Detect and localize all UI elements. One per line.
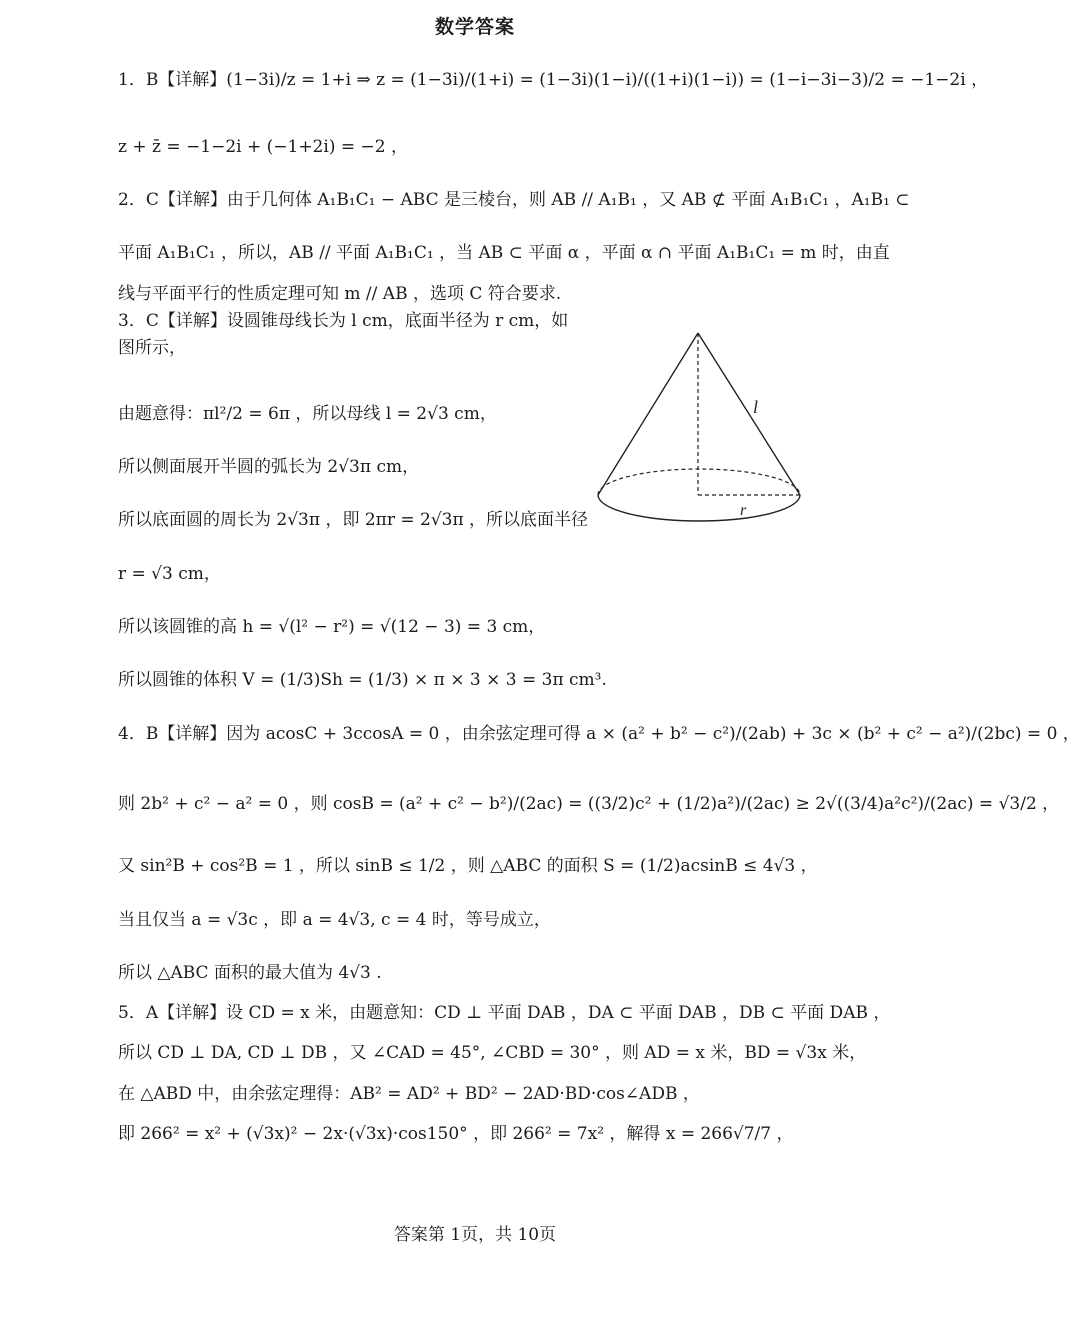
q4-line-2: 则 2b² + c² − a² = 0 ，则 cosB = (a² + c² − b²)/(2ac) = ((3/2)c² + (1/2)a²)/(2ac) ≥ 2√((3/4)a²c²)/(2ac) = √3/2 ， (118, 794, 1060, 814)
q3-line-4: 所以侧面展开半圆的弧长为 2√3π cm， (118, 457, 420, 477)
q5-line-2: 所以 CD ⊥ DA, CD ⊥ DB ，又 ∠CAD = 45°, ∠CBD = 30° ，则 AD = x 米，BD = √3x 米， (118, 1043, 867, 1063)
cone-base-back (598, 469, 800, 495)
q4-line-3: 又 sin²B + cos²B = 1 ，所以 sinB ≤ 1/2 ，则 △ABC 的面积 S = (1/2)acsinB ≤ 4√3 ， (118, 856, 818, 876)
cone-base-front (598, 495, 800, 521)
cone-left-side (598, 333, 698, 495)
q3-line-3: 由题意得：πl²/2 = 6π ，所以母线 l = 2√3 cm， (118, 404, 497, 424)
label-l: l (753, 397, 759, 417)
q3-line-1: 3．C【详解】设圆锥母线长为 l cm，底面半径为 r cm，如 (118, 311, 569, 331)
q3-line-8: 所以圆锥的体积 V = (1/3)Sh = (1/3) × π × 3 × 3 = 3π cm³. (118, 670, 607, 690)
q2-line-1: 2．C【详解】由于几何体 A₁B₁C₁ − ABC 是三棱台，则 AB // A₁B₁ ，又 AB ⊄ 平面 A₁B₁C₁ ，A₁B₁ ⊂ (118, 190, 910, 210)
q3-line-7: 所以该圆锥的高 h = √(l² − r²) = √(12 − 3) = 3 cm， (118, 617, 546, 637)
cone-right-side (698, 333, 800, 495)
q3-line-6: r = √3 cm， (118, 564, 221, 584)
q1-line-1: 1．B【详解】(1−3i)/z = 1+i ⇒ z = (1−3i)/(1+i) = (1−3i)(1−i)/((1+i)(1−i)) = (1−i−3i−3)/2 = −1−2i ， (118, 70, 989, 90)
page-footer: 答案第 1页，共 10页 (393, 1225, 557, 1245)
q5-line-3: 在 △ABD 中，由余弦定理得：AB² = AD² + BD² − 2AD·BD·cos∠ADB ， (118, 1084, 700, 1104)
q5-line-1: 5．A【详解】设 CD = x 米，由题意知：CD ⊥ 平面 DAB ，DA ⊂ 平面 DAB ，DB ⊂ 平面 DAB ， (118, 1003, 891, 1023)
q4-line-4: 当且仅当 a = √3c ，即 a = 4√3, c = 4 时，等号成立， (118, 910, 551, 930)
q4-line-5: 所以 △ABC 面积的最大值为 4√3 . (118, 963, 382, 983)
page-title: 数学答案 (434, 16, 515, 38)
q3-line-5: 所以底面圆的周长为 2√3π ，即 2πr = 2√3π ，所以底面半径 (118, 510, 589, 530)
q1-line-2: z + z̄ = −1−2i + (−1+2i) = −2 ， (118, 137, 408, 157)
q2-line-2: 平面 A₁B₁C₁ ，所以，AB // 平面 A₁B₁C₁ ，当 AB ⊂ 平面 α ，平面 α ∩ 平面 A₁B₁C₁ = m 时，由直 (118, 243, 890, 263)
q3-line-2: 图所示， (118, 338, 186, 358)
label-r: r (740, 502, 747, 519)
cone-figure (590, 325, 810, 525)
q2-line-3: 线与平面平行的性质定理可知 m // AB ，选项 C 符合要求. (118, 284, 562, 304)
q5-line-4: 即 266² = x² + (√3x)² − 2x·(√3x)·cos150° ，即 266² = 7x² ，解得 x = 266√7/7 ， (118, 1124, 794, 1144)
q4-line-1: 4．B【详解】因为 acosC + 3ccosA = 0 ，由余弦定理可得 a × (a² + b² − c²)/(2ab) + 3c × (b² + c² − a²)/(2bc) = 0 ， (118, 724, 1080, 744)
